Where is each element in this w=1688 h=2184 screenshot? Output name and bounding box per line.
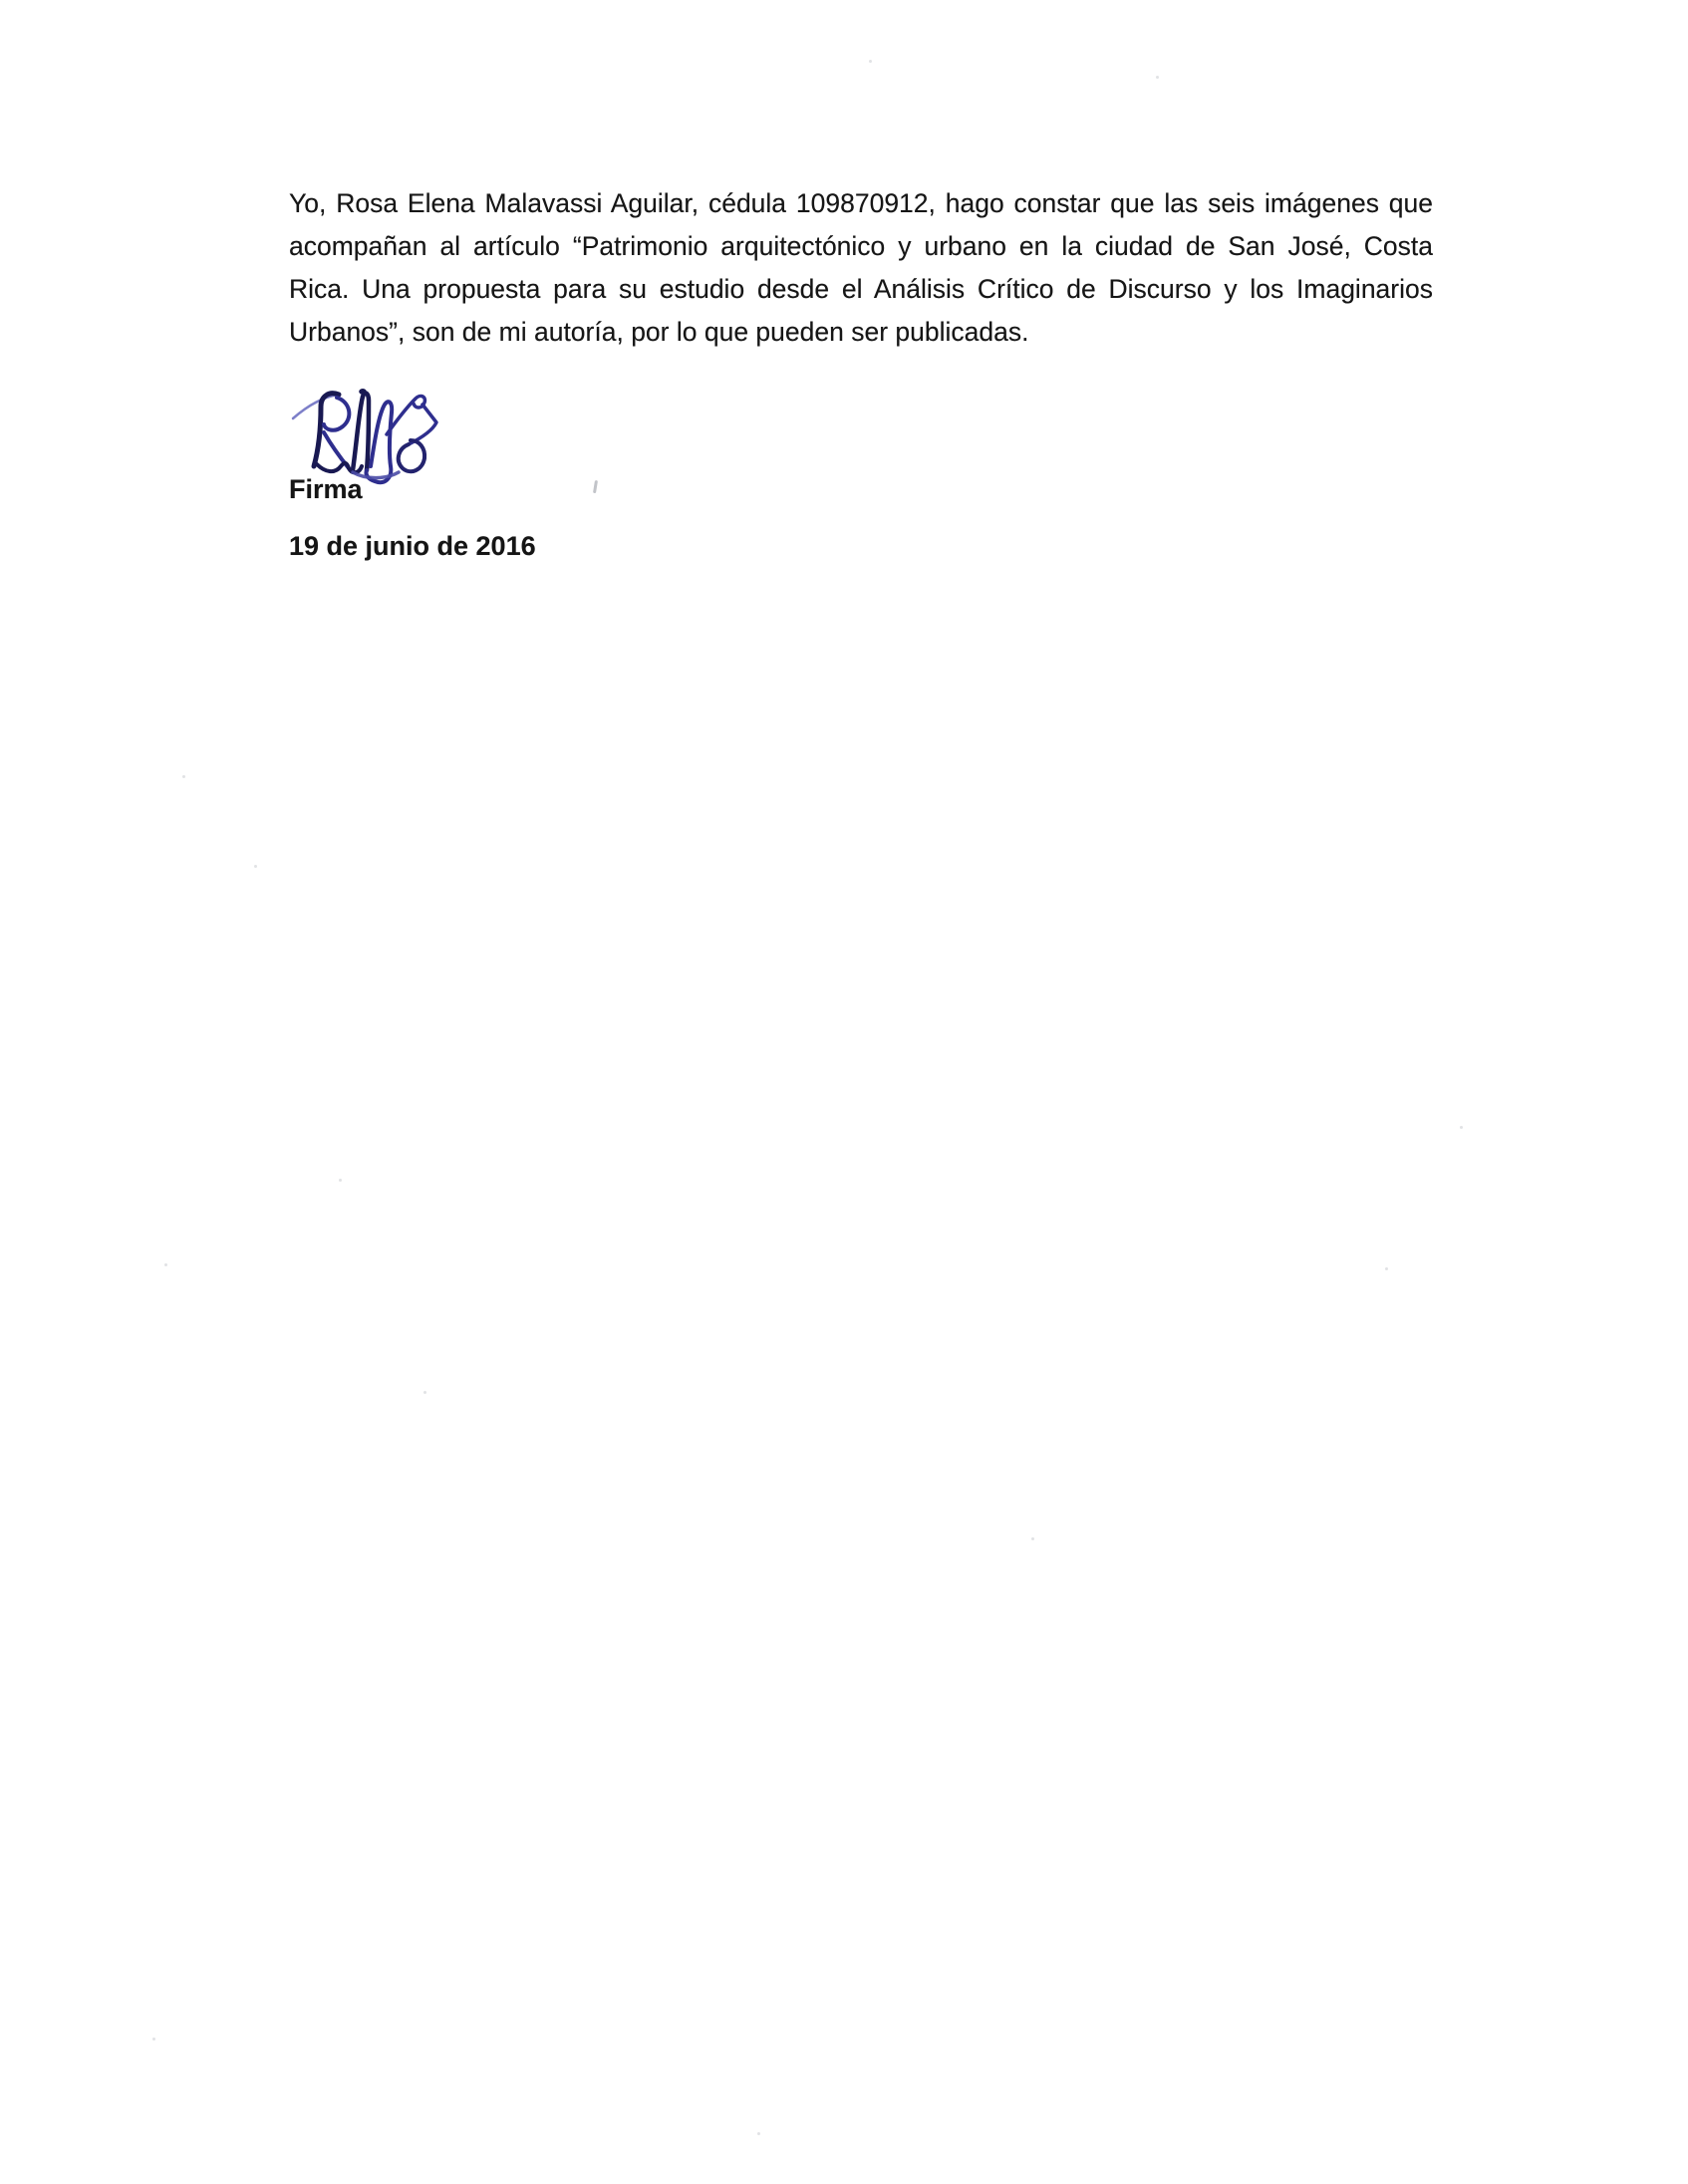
scan-speck bbox=[164, 1263, 167, 1266]
scan-speck bbox=[254, 865, 257, 868]
scan-speck bbox=[152, 2038, 155, 2041]
declaration-paragraph bbox=[289, 182, 1433, 354]
scan-speck bbox=[1460, 1126, 1463, 1129]
scan-speck bbox=[869, 60, 872, 63]
signature-label: Firma bbox=[289, 474, 363, 504]
paragraph-line-1: Yo, Rosa Elena Malavassi Aguilar, cédula 109870912, hago constar que las seis imágenes que bbox=[289, 188, 1433, 218]
scan-speck bbox=[757, 2132, 760, 2135]
document-date: 19 de junio de 2016 bbox=[289, 531, 536, 561]
scan-speck bbox=[1031, 1537, 1034, 1540]
paragraph-line-4: Urbanos”, son de mi autoría, por lo que pueden ser publicadas. bbox=[289, 317, 1029, 347]
paragraph-line-3: Rica. Una propuesta para su estudio desde el Análisis Crítico de Discurso y los Imaginarios bbox=[289, 274, 1433, 304]
paragraph-line-2: acompañan al artículo “Patrimonio arquitectónico y urbano en la ciudad de San José, Costa bbox=[289, 231, 1433, 261]
scan-speck bbox=[1385, 1267, 1388, 1270]
scan-speck bbox=[1156, 76, 1159, 79]
scan-artifact-mark bbox=[593, 480, 598, 493]
scan-speck bbox=[339, 1179, 342, 1182]
scan-speck bbox=[423, 1391, 426, 1394]
scan-speck bbox=[182, 775, 185, 778]
